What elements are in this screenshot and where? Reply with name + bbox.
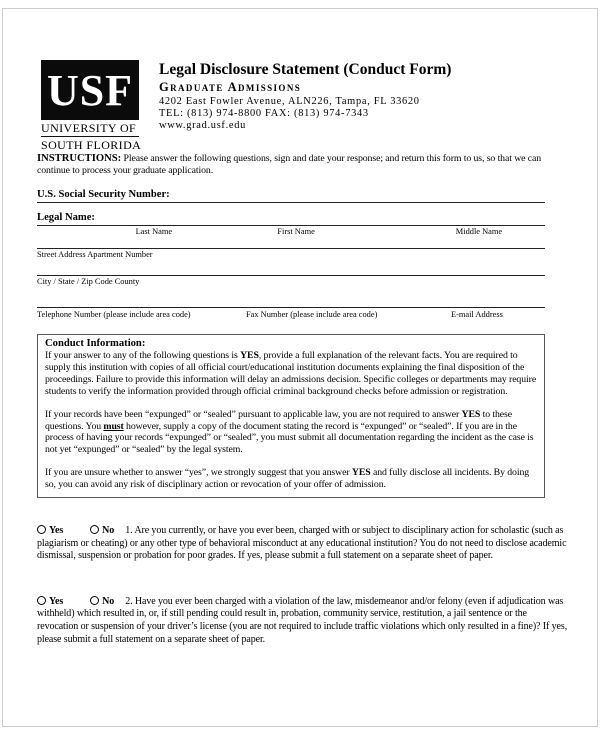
- question-2-yes-label: Yes: [49, 595, 64, 607]
- last-name-label: Last Name: [135, 227, 173, 236]
- question-2-no-radio[interactable]: [90, 596, 99, 605]
- question-1-text: 1. Are you currently, or have you ever been, charged with or subject to disciplinary action for scholastic (such as plagiarism or cheating) or any other type of behavioral misconduct at any educational institution? You do not need to disclose academic dismissal, suspension or probation for poor grades. If yes, please submit a full statement on a separate sheet of paper.: [37, 525, 567, 562]
- conduct-information-box: [37, 334, 545, 498]
- department-name: Graduate Admissions: [159, 80, 302, 94]
- address-line: 4202 East Fowler Avenue, ALN226, Tampa, FL 33620: [159, 96, 420, 107]
- conduct-information-heading: Conduct Information:: [45, 338, 146, 349]
- legal-name-label: Legal Name:: [37, 212, 95, 223]
- conduct-p2-text-end: however, supply a copy of the document stating the record is “expunged” or “sealed”. If you are in the process of having your records “expunged” or “sealed”, you must submit all documentation regarding the incident as the case is not yet “expunged” or “sealed” by the legal system.: [45, 420, 534, 456]
- conduct-p3-text-end: and fully disclose all incidents. By doing so, you can avoid any risk of disciplinary action or revocation of your offer of admission.: [45, 467, 530, 491]
- conduct-p1-text-cont: , provide a full explanation of the relevant facts. You are required to supply this institution with copies of all official court/educational institution documents explaining the final disposition of the proceedings. Failure to provide this information will delay an admissions decision. Specific colleges or departments may require students to verify the information provided through official criminal background checks before admission or registration.: [45, 350, 537, 397]
- conduct-p2-must: must: [103, 420, 124, 432]
- usf-logo-south-florida: SOUTH FLORIDA: [41, 138, 142, 152]
- question-2-yes-radio[interactable]: [37, 596, 46, 605]
- city-state-zip-label: City / State / Zip Code County: [37, 277, 140, 286]
- contact-labels-row: [37, 309, 545, 320]
- usf-logo-university-of: UNIVERSITY OF: [41, 122, 139, 137]
- ssn-label: U.S. Social Security Number:: [37, 189, 170, 200]
- usf-logo-box: [41, 60, 139, 120]
- instructions-text: Please answer the following questions, sign and date your response; and return this form to us, so that we can continue to process your graduate application.: [37, 153, 542, 176]
- header-info: [159, 60, 451, 151]
- usf-logo: [41, 60, 142, 152]
- question-2: [37, 596, 568, 646]
- conduct-paragraph-1: [45, 350, 537, 398]
- street-address-label: Street Address Apartment Number: [37, 250, 153, 259]
- phone-fax-line: TEL: (813) 974-8800 FAX: (813) 974-7343: [159, 108, 369, 120]
- conduct-p1-text: If your answer to any of the following questions is: [45, 350, 241, 361]
- question-1-yes-radio[interactable]: [37, 525, 46, 534]
- conduct-p1-yes: YES: [240, 350, 259, 361]
- first-name-label: First Name: [277, 227, 315, 236]
- conduct-p2-text-cont: to these questions. You: [45, 408, 512, 432]
- form-header: [37, 60, 568, 151]
- conduct-p3-yes: YES: [351, 467, 371, 479]
- question-1-no-radio[interactable]: [90, 525, 99, 534]
- ssn-field-line[interactable]: [37, 189, 545, 203]
- website-text: www.grad.usf.edu: [159, 120, 246, 132]
- conduct-paragraph-3: [45, 467, 537, 491]
- conduct-p2-yes: YES: [461, 408, 481, 420]
- middle-name-label: Middle Name: [455, 227, 503, 236]
- instructions-label: INSTRUCTIONS:: [37, 153, 122, 164]
- question-2-text: 2. Have you ever been charged with a violation of the law, misdemeanor and/or felony (even if adjudication was withheld) which resulted in, or, if still pending could result in, probation, community service, restitution, a jail sentence or the revocation or suspension of your driver’s license (you are not required to include traffic violations which only resulted in a fine)? If yes, please submit a full statement on a separate sheet of paper.: [37, 595, 568, 645]
- legal-name-field-line[interactable]: [37, 212, 545, 226]
- question-2-no-label: No: [102, 595, 115, 607]
- conduct-paragraph-2: [45, 409, 537, 457]
- street-address-field-line[interactable]: [37, 248, 545, 249]
- conduct-p3-text: If you are unsure whether to answer “yes”, we strongly suggest that you answer: [45, 467, 352, 479]
- contact-field-line[interactable]: [37, 307, 545, 308]
- city-state-zip-field-line[interactable]: [37, 275, 545, 276]
- form-content: [3, 60, 597, 646]
- fax-label: Fax Number (please include area code): [246, 310, 378, 319]
- email-label: E-mail Address: [451, 310, 503, 319]
- instructions-paragraph: [37, 153, 568, 177]
- conduct-p2-text: If your records have been “expunged” or “sealed” pursuant to applicable law, you are not required to answer: [45, 408, 462, 420]
- question-1-no-label: No: [102, 525, 115, 537]
- page-title: Legal Disclosure Statement (Conduct Form): [159, 61, 452, 78]
- name-sublabels-row: [37, 226, 545, 237]
- question-1: [37, 525, 568, 563]
- usf-logo-acronym: USF: [46, 65, 134, 115]
- question-1-yes-label: Yes: [49, 525, 64, 537]
- form-page: [2, 8, 598, 727]
- telephone-label: Telephone Number (please include area code): [37, 310, 191, 319]
